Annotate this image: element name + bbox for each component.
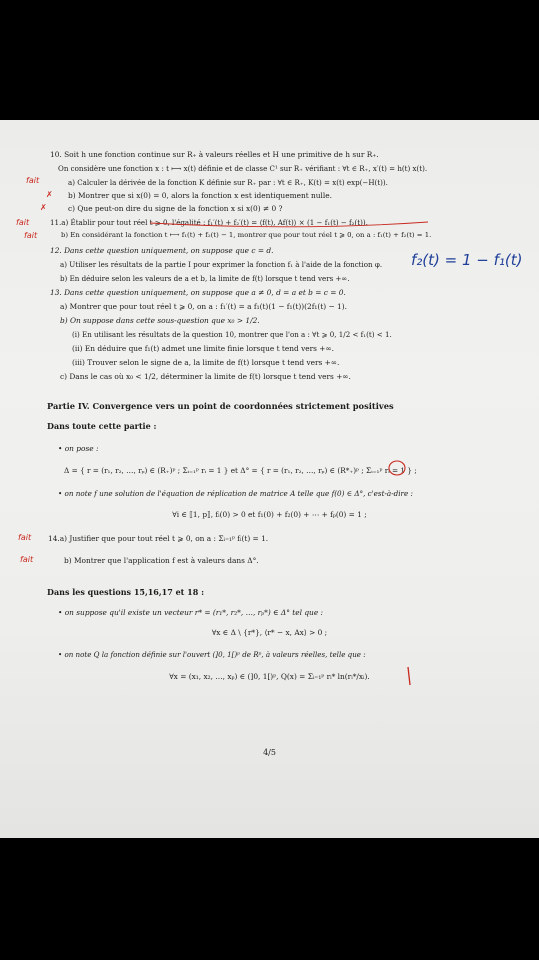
q13b-iii: (iii) Trouver selon le signe de a, la limite de f(t) lorsque t tend vers +∞. <box>72 358 340 367</box>
bracket-mark <box>408 667 410 685</box>
bullet-pose: • on pose : <box>58 444 99 453</box>
q11a: 11.a) Établir pour tout réel t ⩾ 0, l'égalité : f₁′(t) + f₂′(t) = ⟨f(t), Af(t)⟩ × (1 − f₁(t) − f₂(t)). <box>50 218 368 227</box>
rstar-condition: ∀x ∈ Δ \ {r*}, ⟨r* − x, Ax⟩ > 0 ; <box>211 628 328 637</box>
q13b-i: (i) En utilisant les résultats de la question 10, montrer que l'on a : ∀t ⩾ 0, 1/2 < f₁(t) < 1. <box>72 330 392 339</box>
q13b: b) On suppose dans cette sous-question que x₀ > 1/2. <box>60 316 260 325</box>
bullet-Q: • on note Q la fonction définie sur l'ouvert (]0, 1[)ᵖ de Rᵖ, à valeurs réelles, telle que : <box>58 650 366 659</box>
handwritten-fait-11a: fait <box>16 218 30 227</box>
handwritten-fait-11b: fait <box>24 231 38 240</box>
q13a: a) Montrer que pour tout réel t ⩾ 0, on a : f₁′(t) = a f₁(t)(1 − f₁(t))(2f₁(t) − 1). <box>60 302 347 311</box>
q10-hypothesis: On considère une fonction x : t ⟼ x(t) définie et de classe C¹ sur R₊ vérifiant : ∀t ∈ R₊, x′(t) = h(t) x(t). <box>58 164 428 173</box>
q11b: b) En considérant la fonction t ⟼ f₁(t) + f₂(t) − 1, montrer que pour tout réel t ⩾ 0, on a : f₁(t) + f₂(t) = 1. <box>61 231 432 239</box>
delta-definition: Δ = { r = (r₁, r₂, …, rₚ) ∈ (R₊)ᵖ ; Σᵢ₌₁ᵖ rᵢ = 1 } et Δ° = { r = (r₁, r₂, …, rₚ) ∈ (R*₊)ᵖ ; Σᵢ₌₁ᵖ rᵢ = 1 } ; <box>64 466 417 475</box>
part4-scope: Dans toute cette partie : <box>47 421 157 431</box>
part4-title: Partie IV. Convergence vers un point de coordonnées strictement positives <box>47 401 394 411</box>
handwritten-fait-14a: fait <box>18 533 32 542</box>
q13c: c) Dans le cas où x₀ < 1/2, déterminer la limite de f(t) lorsque t tend vers +∞. <box>60 372 351 381</box>
handwritten-fait-14b: fait <box>20 555 34 564</box>
underline-11a <box>150 222 428 227</box>
q14b: b) Montrer que l'application f est à valeurs dans Δ°. <box>64 556 259 565</box>
q10b: b) Montrer que si x(0) = 0, alors la fonction x est identiquement nulle. <box>68 191 332 200</box>
q13b-ii: (ii) En déduire que f₁(t) admet une limite finie lorsque t tend vers +∞. <box>72 344 334 353</box>
handwritten-fait-10a: fait <box>26 176 40 185</box>
handwritten-cross-10b: ✗ <box>46 190 53 199</box>
q14a: 14.a) Justifier que pour tout réel t ⩾ 0, on a : Σᵢ₌₁ᵖ fᵢ(t) = 1. <box>48 534 269 543</box>
q15-18-intro: Dans les questions 15,16,17 et 18 : <box>47 587 205 597</box>
q10c: c) Que peut-on dire du signe de la fonction x si x(0) ≠ 0 ? <box>68 204 283 213</box>
circle-rstar <box>389 461 405 475</box>
q12-intro: 12. Dans cette question uniquement, on suppose que c = d. <box>50 246 274 255</box>
q12b: b) En déduire selon les valeurs de a et b, la limite de f(t) lorsque t tend vers +∞. <box>60 274 350 283</box>
bullet-note-f: • on note f une solution de l'équation de réplication de matrice A telle que f(0) ∈ Δ°, c'est-à-dire : <box>58 489 413 498</box>
q10a: a) Calculer la dérivée de la fonction K définie sur R₊ par : ∀t ∈ R₊, K(t) = x(t) exp(−H(t)). <box>68 178 388 187</box>
handwritten-cross-10c: ✗ <box>40 203 47 212</box>
page-number: 4/5 <box>263 748 276 757</box>
q12a: a) Utiliser les résultats de la partie I pour exprimer la fonction f₁ à l'aide de la fonction φ. <box>60 260 383 269</box>
pen-marks <box>0 120 539 838</box>
handwritten-note-12a: f₂(t) = 1 − f₁(t) <box>411 251 523 269</box>
q10-statement: 10. Soit h une fonction continue sur R₊ à valeurs réelles et H une primitive de h sur R₊. <box>50 150 379 159</box>
bullet-suppose: • on suppose qu'il existe un vecteur r* = (r₁*, r₂*, …, rₚ*) ∈ Δ° tel que : <box>58 608 324 617</box>
Q-definition: ∀x = (x₁, x₂, …, xₚ) ∈ (]0, 1[)ᵖ, Q(x) = Σᵢ₌₁ᵖ rᵢ* ln(rᵢ*/xᵢ). <box>169 672 370 681</box>
q13-intro: 13. Dans cette question uniquement, on suppose que a ≠ 0, d = a et b = c = 0. <box>50 288 346 297</box>
condition-line: ∀i ∈ ⟦1, p⟧, fᵢ(0) > 0 et f₁(0) + f₂(0) + ⋯ + fₚ(0) = 1 ; <box>172 510 367 519</box>
exam-page <box>0 120 539 838</box>
